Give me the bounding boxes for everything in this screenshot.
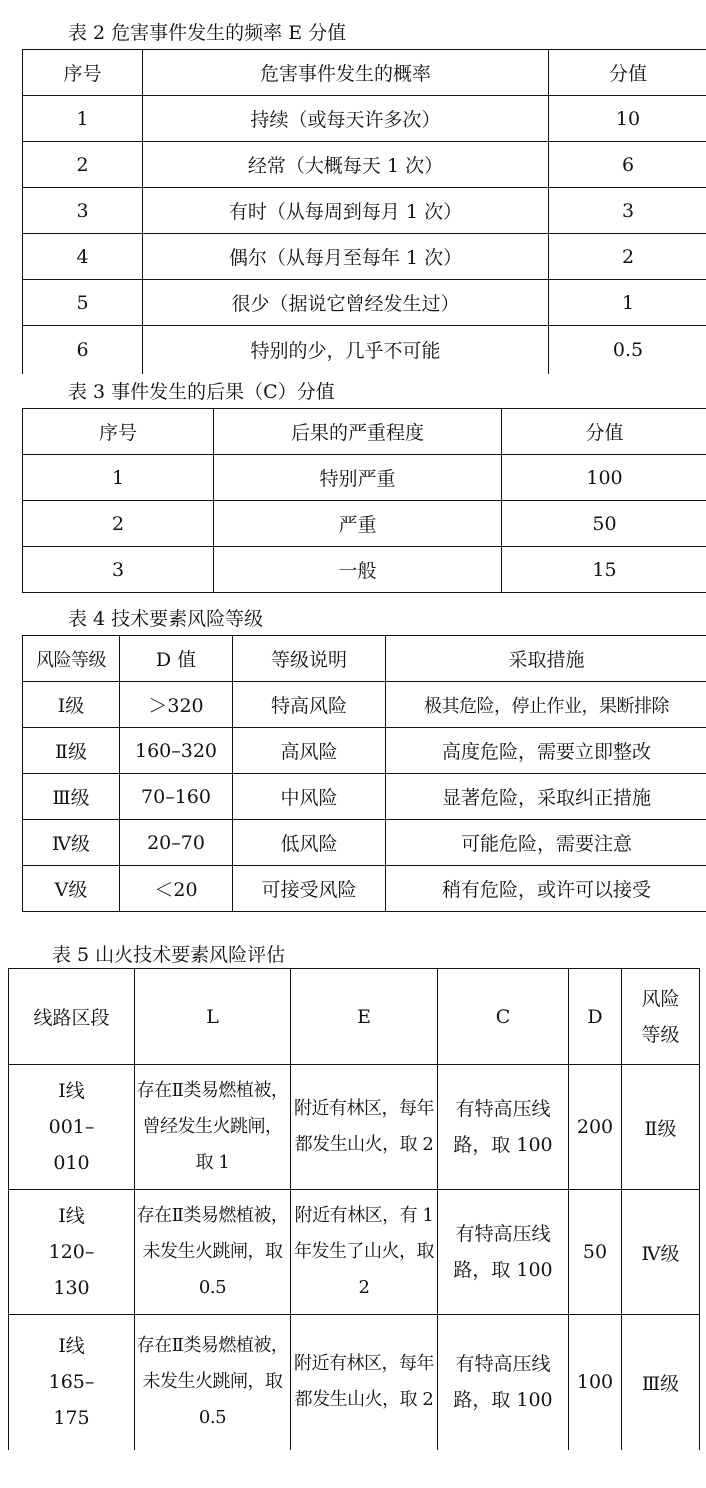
score-cell: 15: [502, 547, 706, 593]
header-cell: L: [135, 969, 291, 1065]
c-cell: 有特高压线路，取 100: [438, 1065, 569, 1190]
description-cell: 高风险: [233, 728, 386, 774]
table-row: [23, 501, 706, 547]
measure-cell: 高度危险，需要立即整改: [386, 728, 706, 774]
table-header-row: [9, 969, 700, 1065]
table-row: [23, 326, 706, 374]
description-cell: 可接受风险: [233, 866, 386, 912]
measure-cell: 极其危险，停止作业，果断排除: [386, 682, 706, 728]
level-cell: Ⅱ级: [622, 1065, 700, 1190]
score-cell: 100: [502, 455, 706, 501]
table-row: [23, 455, 706, 501]
score-cell: 10: [549, 96, 706, 142]
index-cell: 4: [23, 234, 143, 280]
table-row: [23, 820, 706, 866]
table-row: [9, 1190, 700, 1315]
table-row: [23, 234, 706, 280]
consequence-table: [22, 408, 706, 593]
d-value-cell: 20–70: [120, 820, 233, 866]
e-cell: 附近有林区，每年都发生山火，取 2: [291, 1065, 438, 1190]
c-cell: 有特高压线路，取 100: [438, 1315, 569, 1450]
table-row: [23, 142, 706, 188]
table-row: [23, 682, 706, 728]
measure-cell: 可能危险，需要注意: [386, 820, 706, 866]
e-cell: 附近有林区，每年都发生山火，取 2: [291, 1315, 438, 1450]
level-cell: Ⅲ级: [622, 1315, 700, 1450]
header-cell: 分值: [549, 50, 706, 96]
header-cell: E: [291, 969, 438, 1065]
segment-cell: Ⅰ线 120–130: [9, 1190, 135, 1315]
index-cell: 5: [23, 280, 143, 326]
table-row: [9, 1065, 700, 1190]
l-cell: 存在Ⅱ类易燃植被，未发生火跳闸，取 0.5: [135, 1190, 291, 1315]
header-cell: 危害事件发生的概率: [143, 50, 549, 96]
severity-cell: 严重: [214, 501, 502, 547]
table2-caption: 表 2 危害事件发生的频率 E 分值: [68, 22, 347, 44]
table-row: [23, 774, 706, 820]
probability-cell: 经常（大概每天 1 次）: [143, 142, 549, 188]
description-cell: 特高风险: [233, 682, 386, 728]
measure-cell: 稍有危险，或许可以接受: [386, 866, 706, 912]
header-cell: 后果的严重程度: [214, 409, 502, 455]
header-cell: 等级说明: [233, 636, 386, 682]
probability-cell: 持续（或每天许多次）: [143, 96, 549, 142]
probability-cell: 有时（从每周到每月 1 次）: [143, 188, 549, 234]
header-cell: C: [438, 969, 569, 1065]
risk-level-cell: Ⅴ级: [23, 866, 120, 912]
l-cell: 存在Ⅱ类易燃植被，未发生火跳闸，取 0.5: [135, 1315, 291, 1450]
table3-caption: 表 3 事件发生的后果（C）分值: [68, 381, 335, 403]
table-row: [23, 280, 706, 326]
score-cell: 0.5: [549, 326, 706, 374]
index-cell: 6: [23, 326, 143, 374]
table4-caption: 表 4 技术要素风险等级: [68, 608, 264, 630]
table-row: [23, 547, 706, 593]
risk-level-cell: Ⅱ级: [23, 728, 120, 774]
probability-cell: 偶尔（从每月至每年 1 次）: [143, 234, 549, 280]
severity-cell: 一般: [214, 547, 502, 593]
score-cell: 3: [549, 188, 706, 234]
measure-cell: 显著危险，采取纠正措施: [386, 774, 706, 820]
fire-risk-assessment-table: [8, 968, 700, 1450]
severity-cell: 特别严重: [214, 455, 502, 501]
index-cell: 1: [23, 96, 143, 142]
header-cell: 风险等级: [622, 969, 700, 1065]
header-cell: 采取措施: [386, 636, 706, 682]
table-row: [23, 96, 706, 142]
table-row: [23, 728, 706, 774]
table-row: [23, 188, 706, 234]
index-cell: 1: [23, 455, 214, 501]
score-cell: 2: [549, 234, 706, 280]
table-header-row: [23, 50, 706, 96]
table-row: [23, 866, 706, 912]
d-value-cell: 70–160: [120, 774, 233, 820]
c-cell: 有特高压线路，取 100: [438, 1190, 569, 1315]
index-cell: 2: [23, 501, 214, 547]
e-cell: 附近有林区，有 1 年发生了山火，取 2: [291, 1190, 438, 1315]
table-header-row: [23, 636, 706, 682]
table-header-row: [23, 409, 706, 455]
score-cell: 50: [502, 501, 706, 547]
header-cell: 序号: [23, 409, 214, 455]
l-cell: 存在Ⅱ类易燃植被，曾经发生火跳闸，取 1: [135, 1065, 291, 1190]
frequency-table: [22, 49, 706, 374]
segment-cell: Ⅰ线 001–010: [9, 1065, 135, 1190]
table5-caption: 表 5 山火技术要素风险评估: [52, 944, 286, 966]
probability-cell: 特别的少，几乎不可能: [143, 326, 549, 374]
score-cell: 1: [549, 280, 706, 326]
risk-level-cell: Ⅳ级: [23, 820, 120, 866]
risk-level-cell: Ⅰ级: [23, 682, 120, 728]
description-cell: 中风险: [233, 774, 386, 820]
d-cell: 50: [569, 1190, 622, 1315]
header-cell: 风险等级: [23, 636, 120, 682]
index-cell: 2: [23, 142, 143, 188]
d-value-cell: ＞320: [120, 682, 233, 728]
risk-level-table: [22, 635, 706, 912]
header-cell: 线路区段: [9, 969, 135, 1065]
probability-cell: 很少（据说它曾经发生过）: [143, 280, 549, 326]
risk-level-cell: Ⅲ级: [23, 774, 120, 820]
header-cell: 序号: [23, 50, 143, 96]
description-cell: 低风险: [233, 820, 386, 866]
d-value-cell: ＜20: [120, 866, 233, 912]
index-cell: 3: [23, 547, 214, 593]
level-cell: Ⅳ级: [622, 1190, 700, 1315]
segment-cell: Ⅰ线 165–175: [9, 1315, 135, 1450]
score-cell: 6: [549, 142, 706, 188]
header-cell: D 值: [120, 636, 233, 682]
header-cell: D: [569, 969, 622, 1065]
index-cell: 3: [23, 188, 143, 234]
d-cell: 200: [569, 1065, 622, 1190]
table-row: [9, 1315, 700, 1450]
d-cell: 100: [569, 1315, 622, 1450]
d-value-cell: 160–320: [120, 728, 233, 774]
header-cell: 分值: [502, 409, 706, 455]
